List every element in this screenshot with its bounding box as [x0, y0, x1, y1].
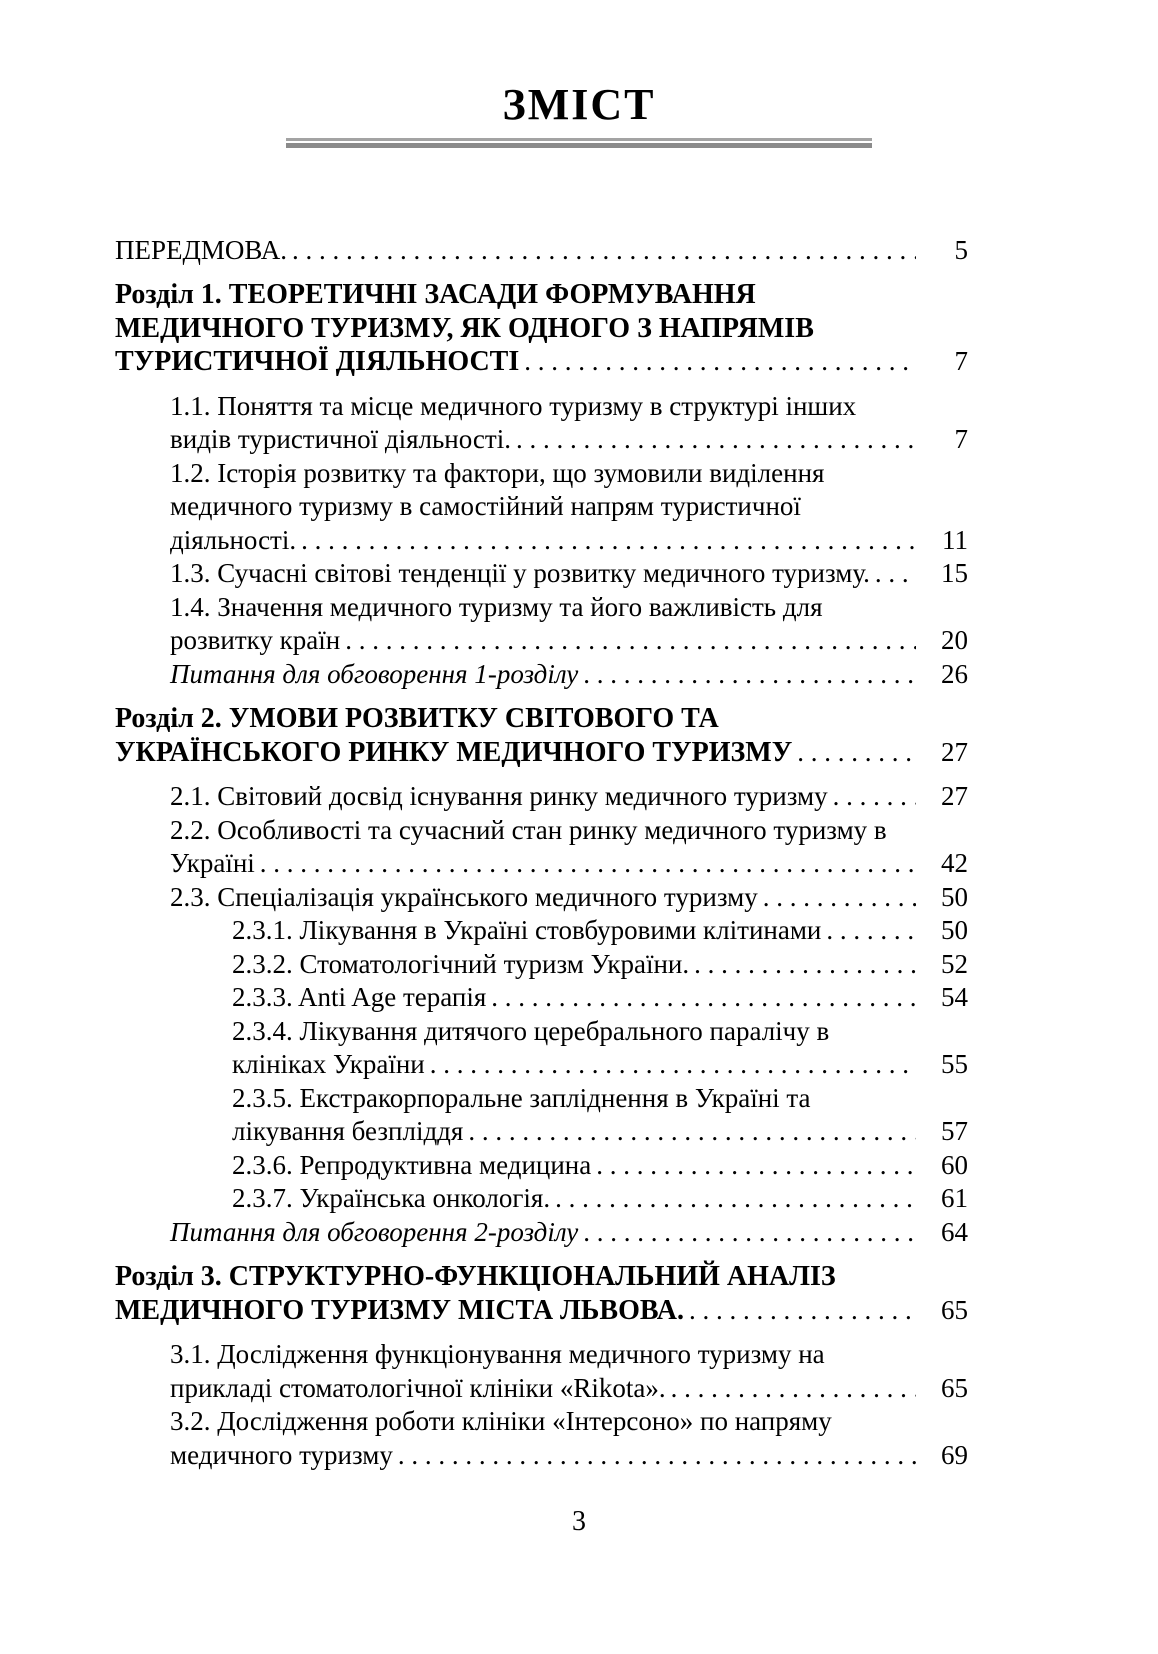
toc-entry-text: 2.3. Спеціалізація українського медичного туризму [170, 881, 758, 912]
toc-entry-text: 2.2. Особливості та сучасний стан ринку медичного туризму в [170, 814, 887, 845]
toc-entry-line [170, 780, 968, 814]
toc-entry-text: медичного туризму в самостійний напрям туристичної [170, 491, 801, 522]
toc-page-number: 65 [941, 1372, 968, 1403]
toc-page-number: 15 [941, 558, 968, 589]
dot-leader [797, 736, 916, 770]
page-number-footer: 3 [572, 1506, 586, 1537]
toc-page-number: 27 [941, 736, 968, 767]
toc-entry-text: МЕДИЧНОГО ТУРИЗМУ МІСТА ЛЬВОВА. [115, 1294, 685, 1326]
toc-page-number: 50 [941, 881, 968, 912]
toc-entry-line [232, 1048, 968, 1082]
toc-entry-line [232, 914, 968, 948]
toc-entry [115, 390, 968, 457]
toc-entry [115, 1015, 968, 1082]
toc-list [115, 234, 968, 1473]
toc-entry-line [232, 981, 968, 1015]
toc-entry-text: діяльності. [170, 524, 297, 555]
toc-page-number: 57 [941, 1116, 968, 1147]
toc-page-number: 5 [954, 234, 968, 265]
dot-leader [430, 1048, 916, 1082]
toc-entry-text: 2.3.3. Anti Age терапія [232, 982, 487, 1013]
toc-entry-text: 1.3. Сучасні світові тенденції у розвитку медичного туризму. [170, 558, 870, 589]
toc-entry-line [170, 423, 968, 457]
toc-entry [115, 457, 968, 558]
toc-entry-text: Розділ 3. СТРУКТУРНО-ФУНКЦІОНАЛЬНИЙ АНАЛІЗ [115, 1261, 836, 1293]
toc-entry [115, 234, 968, 268]
toc-page-number: 42 [941, 848, 968, 879]
toc-entry-text: ТУРИСТИЧНОЇ ДІЯЛЬНОСТІ [115, 346, 520, 378]
page-title: ЗМІСТ [502, 80, 656, 129]
toc-entry [115, 1082, 968, 1149]
dot-leader [516, 423, 916, 457]
toc-page-number: 26 [941, 658, 968, 689]
dot-leader [583, 1216, 916, 1250]
dot-leader [491, 981, 916, 1015]
toc-entry-text: видів туристичної діяльності. [170, 424, 511, 455]
toc-entry-line [115, 1260, 968, 1294]
toc-entry-line [232, 1182, 968, 1216]
dot-leader [833, 780, 916, 814]
toc-entry-line [232, 1015, 968, 1049]
toc-page-number: 52 [941, 948, 968, 979]
dot-leader [260, 847, 916, 881]
toc-page-number: 7 [954, 346, 968, 377]
toc-page-number: 69 [941, 1439, 968, 1470]
toc-entry-text: ПЕРЕДМОВА. [115, 234, 287, 265]
toc-page-number: 60 [941, 1149, 968, 1180]
toc-entry [115, 914, 968, 948]
toc-entry-line [115, 345, 968, 379]
toc-entry-text: Питання для обговорення 2-розділу [170, 1216, 579, 1247]
toc-entry-line [232, 1082, 968, 1116]
toc-entry-line [232, 948, 968, 982]
toc-page-number: 11 [942, 524, 968, 555]
toc-entry [115, 1216, 968, 1250]
toc-entry-text: клініках України [232, 1049, 425, 1080]
toc-page-number: 20 [941, 625, 968, 656]
toc-entry-line [170, 658, 968, 692]
toc-entry [115, 702, 968, 769]
toc-entry-text: 2.3.2. Стоматологічний туризм України. [232, 948, 690, 979]
toc-entry-text: 3.1. Дослідження функціонування медичного туризму на [170, 1339, 825, 1370]
toc-entry-line [115, 702, 968, 736]
dot-leader [826, 914, 916, 948]
toc-entry [115, 780, 968, 814]
toc-page-number: 27 [941, 781, 968, 812]
toc-entry-text: 2.3.6. Репродуктивна медицина [232, 1149, 592, 1180]
toc-entry-line [170, 814, 968, 848]
toc-entry-text: 1.4. Значення медичного туризму та його важливість для [170, 591, 823, 622]
toc-entry-text: 2.3.7. Українська онкологія. [232, 1183, 551, 1214]
dot-leader [689, 1294, 916, 1328]
toc-entry-line [170, 624, 968, 658]
toc-entry-text: Питання для обговорення 1-розділу [170, 658, 579, 689]
dot-leader [875, 557, 916, 591]
toc-entry [115, 1149, 968, 1183]
toc-entry [115, 557, 968, 591]
toc-entry-line [170, 1216, 968, 1250]
toc-entry [115, 278, 968, 379]
toc-entry [115, 1405, 968, 1472]
toc-entry-text: 2.3.5. Екстракорпоральне запліднення в Україні та [232, 1082, 811, 1113]
toc-entry [115, 658, 968, 692]
title-divider-thick-line [286, 143, 872, 148]
toc-page-number: 7 [954, 424, 968, 455]
toc-entry-text: медичного туризму [170, 1439, 393, 1470]
toc-entry-line [170, 1405, 968, 1439]
toc-entry [115, 814, 968, 881]
toc-entry-text: МЕДИЧНОГО ТУРИЗМУ, ЯК ОДНОГО З НАПРЯМІВ [115, 312, 814, 344]
toc-entry-line [170, 557, 968, 591]
toc-page-number: 64 [941, 1216, 968, 1247]
toc-entry-line [115, 278, 968, 312]
dot-leader [292, 234, 916, 268]
dot-leader [583, 658, 916, 692]
toc-entry [115, 591, 968, 658]
toc-entry [115, 948, 968, 982]
toc-page-number: 65 [941, 1294, 968, 1325]
toc-entry [115, 1338, 968, 1405]
dot-leader [671, 1372, 916, 1406]
toc-entry-text: 3.2. Дослідження роботи клініки «Інтерсоно» по напряму [170, 1406, 832, 1437]
toc-entry-text: 2.1. Світовий досвід існування ринку медичного туризму [170, 781, 828, 812]
toc-entry-text: розвитку країн [170, 625, 341, 656]
toc-page-number: 55 [941, 1049, 968, 1080]
toc-entry-line [170, 1338, 968, 1372]
dot-leader [345, 624, 916, 658]
toc-entry [115, 881, 968, 915]
toc-entry-text: прикладі стоматологічної клініки «Rikota». [170, 1372, 666, 1403]
title-divider [286, 138, 872, 148]
dot-leader [398, 1439, 916, 1473]
toc-page-number: 54 [941, 982, 968, 1013]
dot-leader [468, 1115, 916, 1149]
toc-entry-line [115, 234, 968, 268]
toc-entry-text: лікування безпліддя [232, 1116, 464, 1147]
toc-entry-text: Розділ 2. УМОВИ РОЗВИТКУ СВІТОВОГО ТА [115, 703, 719, 735]
toc-entry-line [115, 312, 968, 346]
toc-page-number: 50 [941, 915, 968, 946]
dot-leader [694, 948, 916, 982]
toc-page-number: 61 [941, 1183, 968, 1214]
dot-leader [524, 345, 916, 379]
toc-entry [115, 981, 968, 1015]
toc-entry-line [170, 881, 968, 915]
dot-leader [555, 1182, 916, 1216]
toc-entry-line [170, 1372, 968, 1406]
toc-entry-text: 2.3.1. Лікування в Україні стовбуровими клітинами [232, 915, 822, 946]
toc-entry-line [170, 390, 968, 424]
toc-entry [115, 1260, 968, 1327]
toc-entry-line [170, 1439, 968, 1473]
toc-entry-text: 2.3.4. Лікування дитячого церебрального паралічу в [232, 1015, 830, 1046]
toc-entry-line [170, 524, 968, 558]
toc-entry-text: УКРАЇНСЬКОГО РИНКУ МЕДИЧНОГО ТУРИЗМУ [115, 736, 793, 768]
toc-entry-text: 1.2. Історія розвитку та фактори, що зумовили виділення [170, 457, 825, 488]
dot-leader [596, 1149, 916, 1183]
toc-entry-line [170, 457, 968, 491]
toc-entry-text: Розділ 1. ТЕОРЕТИЧНІ ЗАСАДИ ФОРМУВАННЯ [115, 279, 756, 311]
toc-entry-line [232, 1115, 968, 1149]
toc-entry-text: Україні [170, 848, 255, 879]
toc-entry-line [115, 736, 968, 770]
toc-entry-line [115, 1294, 968, 1328]
toc-entry-text: 1.1. Поняття та місце медичного туризму в структурі інших [170, 390, 857, 421]
toc-entry-line [170, 490, 968, 524]
dot-leader [763, 881, 916, 915]
toc-entry [115, 1182, 968, 1216]
toc-entry-line [170, 591, 968, 625]
dot-leader [301, 524, 916, 558]
toc-entry-line [232, 1149, 968, 1183]
toc-entry-line [170, 847, 968, 881]
